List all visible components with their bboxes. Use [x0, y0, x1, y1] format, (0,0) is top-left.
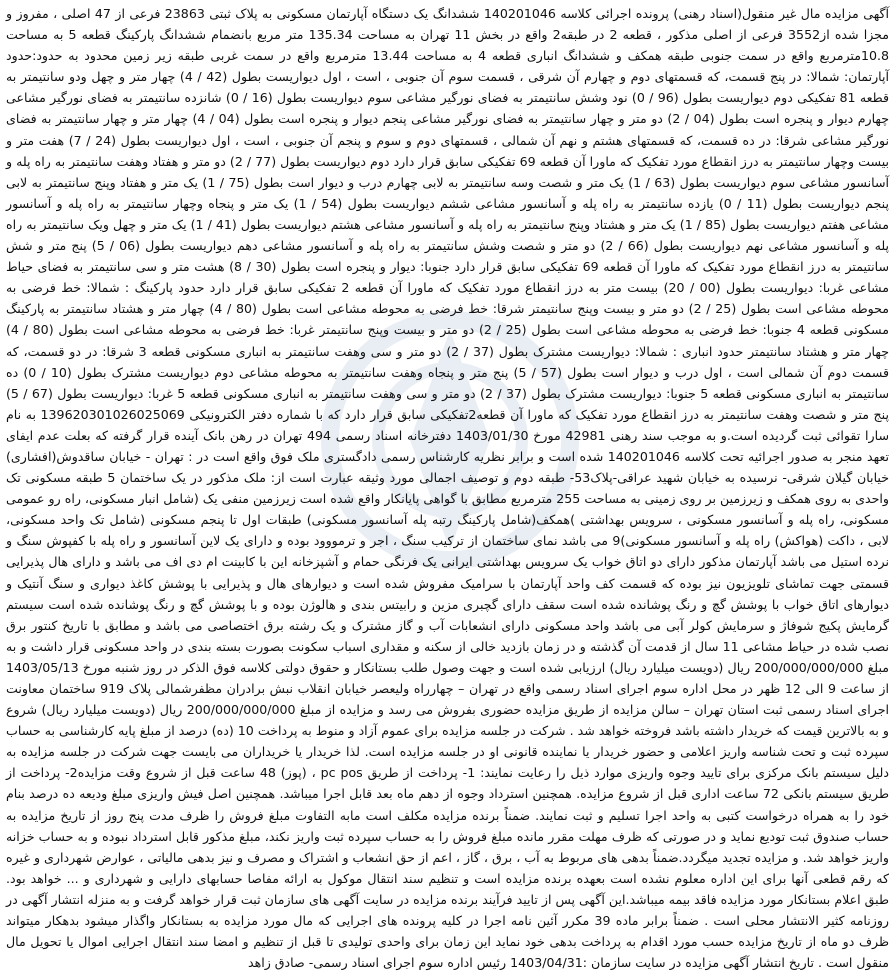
- auction-notice-text: آگهی مزایده مال غیر منقول(اسناد رهنی) پرونده اجرائی کلاسه 140201046 ششدانگ یک دستگاه آپارتمان مسکونی به پلاک ثبتی 23863 فرعی از 47 اصلی ، مفروز و مجزا شده از3552 فرعی از اصلی مذکور ، قطعه 2 در طبقه2 واقع در بخش 11 تهران به مساحت 135.34 متر مربع بانضمام ششدانگ پارکینگ قطعه 5 به مساحت 10.8مترمربع واقع در سمت جنوبی طبقه همکف و ششدانگ انباری قطعه 4 به مساحت 13.44 مترمربع واقع در سمت غربی طبقه زیر زمین محدود به حدود:حدود آپارتمان: شمالا: در پنج قسمت، که قسمتهای دوم و چهارم آن شرقی ، قسمت سوم آن جنوبی ، است ، اول دیواریست بطول (42 / 4) چهار متر و چهل ودو سانتیمتر به قطعه 81 تفکیکی دوم دیواریست بطول (96 / 0) نود وشش سانتیمتر به فضای نورگیر مشاعی سوم دیواریست بطول (16 / 0) شانزده سانتیمتر به فضای نورگیر مشاعی چهارم دیوار و پنجره است بطول (04 / 2) دو متر و چهار سانتیمتر به فضای نورگیر مشاعی پنجم دیوار و پنجره است بطول (04 / 4) چهار متر و چهار سانتیمتر به فضای نورگیر مشاعی شرقا: در ده قسمت، که قسمتهای هشتم و نهم آن شمالی ، قسمتهای دوم و سوم و پنجم آن جنوبی ، است ، اول دیواریست بطول (24 / 7) هفت متر و بیست وچهار سانتیمتر به درز انقطاع مورد تفکیک که ماورا آن قطعه 69 تفکیکی سابق قرار دارد دوم دیواریست بطول (77 / 2) دو متر و هفتاد وهفت سانتیمتر به راه پله و آسانسور مشاعی سوم دیواریست بطول (63 / 1) یک متر و شصت وسه سانتیمتر به لابی چهارم درب و دیوار است بطول (75 / 1) یک متر و هفتاد وپنج سانتیمتر به لابی پنجم دیواریست بطول (11 / 0) یازده سانتیمتر به راه پله و آسانسور مشاعی ششم دیواریست بطول (54 / 1) یک متر و پنجاه وچهار سانتیمتر به راه پله و آسانسور مشاعی هفتم دیواریست بطول (85 / 1) یک متر و هشتاد وپنج سانتیمتر به راه پله و آسانسور مشاعی هشتم دیواریست بطول (41 / 1) یک متر و چهل ویک سانتیمتر به راه پله و آسانسور مشاعی نهم دیواریست بطول (66 / 2) دو متر و شصت وشش سانتیمتر به راه پله و آسانسور مشاعی دهم دیواریست بطول (06 / 5) پنج متر و شش سانتیمتر به درز انقطاع مورد تفکیک که ماورا آن قطعه 69 تفکیکی سابق قرار دارد جنوبا: دیوار و پنجره است بطول (30 / 8) هشت متر و سی سانتیمتر به فضای حیاط مشاعی غربا: دیواریست بطول (00 / 20) بیست متر به درز انقطاع مورد تفکیک که ماورا آن قطعه 2 تفکیکی سابق قرار دارد حدود پارکینگ : شمالا: خط فرضی به محوطه مشاعی است بطول (25 / 2) دو متر و بیست وپنج سانتیمتر شرقا: خط فرضی به محوطه مشاعی است بطول (80 / 4) چهار متر و هشتاد سانتیمتر به پارکینگ مسکونی قطعه 4 جنوبا: خط فرضی به محوطه مشاعی است بطول (25 / 2) دو متر و بیست وپنج سانتیمتر غربا: خط فرضی به محوطه مشاعی است بطول (80 / 4) چهار متر و هشتاد سانتیمتر حدود انباری : شمالا: دیواریست مشترک بطول (37 / 2) دو متر و سی وهفت سانتیمتر به انباری مسکونی قطعه 3 شرقا: در دو قسمت، که قسمت دوم آن شمالی است ، اول درب و دیوار است بطول (57 / 5) پنج متر و پنجاه وهفت سانتیمتر به محوطه مشاعی دوم دیواریست مشترک بطول (10 / 0) ده سانتیمتر به انباری مسکونی قطعه 5 جنوبا: دیواریست مشترک بطول (37 / 2) دو متر و سی وهفت سانتیمتر به انباری مسکونی قطعه 5 غربا: دیواریست بطول (67 / 5) پنج متر و شصت وهفت سانتیمتر به درز انقطاع مورد تفکیک که ماورا آن قطعه2تفکیکی سابق قرار دارد که با شماره دفتر الکترونیکی 139620301026025069 به نام سارا تقوائی ثبت گردیده است.و به موجب سند رهنی 42981 مورخ 1403/01/30 دفترخانه اسناد رسمی 494 تهران در رهن بانک آینده قرار گرفته که بعلت عدم ایفای تعهد منجر به صدور اجرائیه تحت کلاسه 140201046 شده است و برابر نظریه کارشناس رسمی دادگستری ملک فوق واقع است در : تهران - خیابان ساقدوش(افشاری) خیابان گیلان شرقی- نرسیده به خیابان شهید عراقی-پلاک53- طبقه دوم و توصیف اجمالی مورد وثیقه عبارت است از: ملک مذکور در یک ساختمان 5 طبقه مسکونی تک واحدی به روی همکف و زیرزمین بر روی زمینی به مساحت 255 مترمربع مطابق با گواهی پایانکار واقع شده است زیرزمین منفی یک (شامل انبار مسکونی، راه رو عمومی مسکونی، راه پله و آسانسور مسکونی ، سرویس بهداشتی )همکف(شامل پارکینگ رتبه پله آسانسور مسکونی) طبقات اول تا پنجم مسکونی (شامل تک واحد مسکونی، لابی ، داکت (هواکش) راه پله و آسانسور مسکونی)9 می باشد نمای ساختمان از ترکیب سنگ ، اجر و ترمووود بوده و دارای یک لاین آسانسور و راه پله با کفپوش سنگ و نرده استیل می باشد آپارتمان مذکور دارای دو اتاق خواب یک سرویس بهداشتی ایرانی یک فرنگی حمام و آشپزخانه این با کابینت ام دی اف می باشد و دارای هال پذیرایی قسمتی جهت تماشای تلویزیون نیز بوده که قسمت کف واحد آپارتمان با سرامیک مفروش شده است و دیوارهای هال و پذیرایی با پوشش کاغذ دیواری و سنگ آنتیک و دیوارهای اتاق خواب با پوشش گچ و رنگ پوشانده شده است سقف دارای گچبری مزین و رابیتس بندی و هالوژن بوده و با پوشش گچ و رنگ پوشانده شده است سیستم گرمایش پکیج شوفاژ و سرمایش کولر آبی می باشد واحد مسکونی دارای انشعابات آب و گاز مشترک و یک رشته برق اختصاصی می باشد و مطابق با تاریخ کنتور برق نصب شده در حیاط مشاعی 11 سال از قدمت آن گذشته و در زمان بازدید خالی از سکنه و مقداری اسباب سکونت بصورت بسته بندی در واحد مسکونی قرار داشت و به مبلغ 200/000/000/000 ریال (دویست میلیارد ریال) ارزیابی شده است و جهت وصول طلب بستانکار و حقوق دولتی کلاسه فوق الذکر در روز شنبه مورخ 1403/05/13 از ساعت 9 الی 12 ظهر در محل اداره سوم اجرای اسناد رسمی واقع در تهران – چهارراه ولیعصر خیابان انقلاب نبش برادران مظفرشمالی پلاک 919 ساختمان معاونت اجرای اسناد رسمی ثبت استان تهران – سالن مزایده از طریق مزایده حضوری بفروش می رسد و مزایده از مبلغ 200/000/000/000 ریال (دویست میلیارد ریال) شروع و به بالاترین قیمت که خریدار داشته باشد فروخته خواهد شد . شرکت در جلسه مزایده برای عموم آزاد و منوط به پرداخت 10 (ده) درصد از مبلغ پایه کارشناسی به حساب سپرده ثبت و تحت شناسه واریز اعلامی و حضور خریدار یا نماینده قانونی او در جلسه مزایده است. لذا خریدار یا خریداران می بایست جهت شرکت در جلسه مزایده به دلیل سیستم بانک مرکزی برای تایید وجوه واریزی موارد ذیل را رعایت نمایند: 1- پرداخت از طریق pc pos ، (پوز) 48 ساعت قبل از شروع وقت مزایده2- پرداخت از طریق سیستم بانکی 72 ساعت اداری قبل از شروع مزایده. همچنین استرداد وجوه از دهم ماه بعد قابل اجرا میباشد. همچنین اصل فیش واریزی مبلغ ودیعه ده درصد بنام خود را به همراه درخواست کتبی به واحد اجرا تسلیم و ثبت نمایند. ضمناً برنده مزایده مکلف است مابه التفاوت مبلغ فروش را ظرف مدت پنج روز از تاریخ مزایده به حساب صندوق ثبت تودیع نماید و در صورتی که ظرف مهلت مقرر مانده مبلغ فروش را به حساب سپرده ثبت واریز نکند، مبلغ مذکور قابل استرداد نبوده و به حساب خزانه واریز خواهد شد. و مزایده تجدید میگردد.ضمناً بدهی های مربوط به آب ، برق ، گاز ، اعم از حق انشعاب و اشتراک و مصرف و نیز بدهی مالیاتی ، عوارض شهرداری و غیره که رقم قطعی آنها برای این اداره معلوم نشده است بعهده برنده مزایده است و تنظیم سند انتقال موکول به ارائه مفاصا حسابهای دارایی و شهرداری و ... خواهد بود. طبق اعلام بستانکار مورد مزایده فاقد بیمه میباشد.این آگهی پس از تایید فرآیند برنده مزایده در سایت آگهی های سازمان ثبت قرار خواهد گرفت و به منزله انتشار آگهی در روزنامه کثیر الانتشار محلی است . ضمناً برابر ماده 39 مکرر آئین نامه اجرا در کلیه پرونده های اجرایی که مال مورد مزایده به بستانکار واگذار میشود بدهکار میتواند ظرف دو ماه از تاریخ مزایده حسب مورد اقدام به پرداخت بدهی خود نماید این زمان برای واحدی تولیدی تا قبل از تنظیم و امضا سند انتقال اجرایی اموال یا تحویل مال منقول است . تاریخ انتشار آگهی مزایده در سایت سازمان :1403/04/31 رئیس اداره سوم اجرای اسناد رسمی- صادق زاهد: [6, 6, 890, 971]
